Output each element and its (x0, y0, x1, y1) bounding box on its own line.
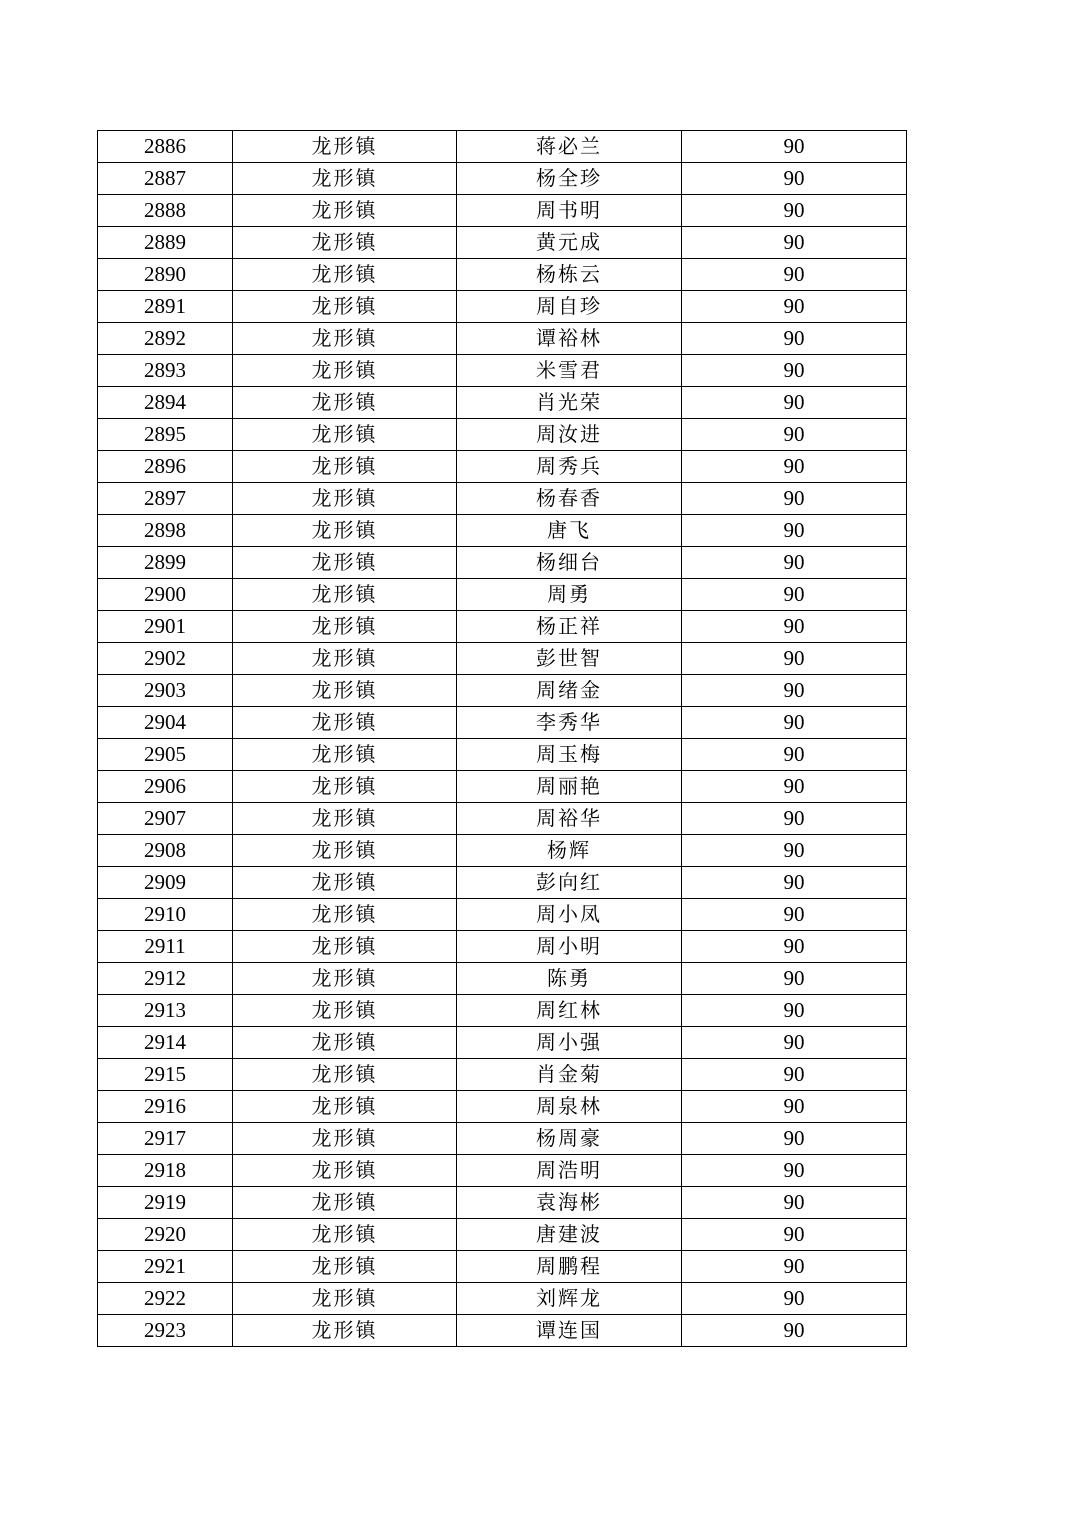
table-row (98, 547, 907, 579)
person-name-cell: 黄元成 (457, 227, 682, 259)
table-row (98, 291, 907, 323)
row-number-cell: 2920 (98, 1219, 233, 1251)
town-cell: 龙形镇 (233, 931, 457, 963)
town-cell: 龙形镇 (233, 771, 457, 803)
person-name-cell: 彭世智 (457, 643, 682, 675)
table-row (98, 1283, 907, 1315)
value-cell: 90 (682, 259, 907, 291)
person-name-cell: 周小强 (457, 1027, 682, 1059)
town-cell: 龙形镇 (233, 1315, 457, 1347)
value-cell: 90 (682, 323, 907, 355)
town-cell: 龙形镇 (233, 419, 457, 451)
row-number-cell: 2892 (98, 323, 233, 355)
person-name-cell: 周泉林 (457, 1091, 682, 1123)
row-number-cell: 2896 (98, 451, 233, 483)
table-row (98, 1187, 907, 1219)
value-cell: 90 (682, 963, 907, 995)
person-name-cell: 周鹏程 (457, 1251, 682, 1283)
table-row (98, 355, 907, 387)
table-row (98, 1315, 907, 1347)
table-row (98, 963, 907, 995)
row-number-cell: 2906 (98, 771, 233, 803)
town-cell: 龙形镇 (233, 259, 457, 291)
person-name-cell: 蒋必兰 (457, 131, 682, 163)
value-cell: 90 (682, 931, 907, 963)
person-name-cell: 杨正祥 (457, 611, 682, 643)
table-row (98, 163, 907, 195)
person-name-cell: 周小明 (457, 931, 682, 963)
value-cell: 90 (682, 1155, 907, 1187)
data-table (97, 130, 907, 1347)
town-cell: 龙形镇 (233, 387, 457, 419)
value-cell: 90 (682, 1187, 907, 1219)
person-name-cell: 彭向红 (457, 867, 682, 899)
value-cell: 90 (682, 739, 907, 771)
row-number-cell: 2889 (98, 227, 233, 259)
value-cell: 90 (682, 643, 907, 675)
person-name-cell: 米雪君 (457, 355, 682, 387)
row-number-cell: 2911 (98, 931, 233, 963)
row-number-cell: 2923 (98, 1315, 233, 1347)
table-row (98, 1091, 907, 1123)
row-number-cell: 2918 (98, 1155, 233, 1187)
row-number-cell: 2904 (98, 707, 233, 739)
value-cell: 90 (682, 611, 907, 643)
town-cell: 龙形镇 (233, 1251, 457, 1283)
row-number-cell: 2899 (98, 547, 233, 579)
document-sheet (97, 130, 907, 1347)
row-number-cell: 2909 (98, 867, 233, 899)
table-row (98, 867, 907, 899)
row-number-cell: 2912 (98, 963, 233, 995)
person-name-cell: 周小凤 (457, 899, 682, 931)
town-cell: 龙形镇 (233, 1219, 457, 1251)
person-name-cell: 谭裕林 (457, 323, 682, 355)
value-cell: 90 (682, 163, 907, 195)
row-number-cell: 2902 (98, 643, 233, 675)
table-row (98, 643, 907, 675)
person-name-cell: 周红林 (457, 995, 682, 1027)
table-row (98, 611, 907, 643)
value-cell: 90 (682, 1123, 907, 1155)
town-cell: 龙形镇 (233, 899, 457, 931)
person-name-cell: 杨辉 (457, 835, 682, 867)
town-cell: 龙形镇 (233, 1187, 457, 1219)
value-cell: 90 (682, 835, 907, 867)
town-cell: 龙形镇 (233, 451, 457, 483)
row-number-cell: 2900 (98, 579, 233, 611)
value-cell: 90 (682, 195, 907, 227)
row-number-cell: 2913 (98, 995, 233, 1027)
town-cell: 龙形镇 (233, 355, 457, 387)
table-row (98, 323, 907, 355)
town-cell: 龙形镇 (233, 1059, 457, 1091)
table-row (98, 451, 907, 483)
table-row (98, 835, 907, 867)
person-name-cell: 周绪金 (457, 675, 682, 707)
town-cell: 龙形镇 (233, 579, 457, 611)
value-cell: 90 (682, 227, 907, 259)
table-row (98, 419, 907, 451)
town-cell: 龙形镇 (233, 1155, 457, 1187)
table-row (98, 1059, 907, 1091)
town-cell: 龙形镇 (233, 515, 457, 547)
table-row (98, 1155, 907, 1187)
person-name-cell: 杨细台 (457, 547, 682, 579)
table-row (98, 1219, 907, 1251)
value-cell: 90 (682, 547, 907, 579)
town-cell: 龙形镇 (233, 675, 457, 707)
town-cell: 龙形镇 (233, 291, 457, 323)
row-number-cell: 2917 (98, 1123, 233, 1155)
row-number-cell: 2915 (98, 1059, 233, 1091)
table-row (98, 707, 907, 739)
table-row (98, 579, 907, 611)
town-cell: 龙形镇 (233, 611, 457, 643)
person-name-cell: 唐飞 (457, 515, 682, 547)
person-name-cell: 袁海彬 (457, 1187, 682, 1219)
table-row (98, 195, 907, 227)
value-cell: 90 (682, 1059, 907, 1091)
value-cell: 90 (682, 387, 907, 419)
table-row (98, 387, 907, 419)
value-cell: 90 (682, 515, 907, 547)
person-name-cell: 谭连国 (457, 1315, 682, 1347)
row-number-cell: 2886 (98, 131, 233, 163)
town-cell: 龙形镇 (233, 867, 457, 899)
value-cell: 90 (682, 483, 907, 515)
row-number-cell: 2898 (98, 515, 233, 547)
town-cell: 龙形镇 (233, 1123, 457, 1155)
town-cell: 龙形镇 (233, 195, 457, 227)
table-row (98, 515, 907, 547)
row-number-cell: 2887 (98, 163, 233, 195)
value-cell: 90 (682, 579, 907, 611)
value-cell: 90 (682, 1091, 907, 1123)
row-number-cell: 2919 (98, 1187, 233, 1219)
town-cell: 龙形镇 (233, 643, 457, 675)
row-number-cell: 2888 (98, 195, 233, 227)
row-number-cell: 2910 (98, 899, 233, 931)
row-number-cell: 2922 (98, 1283, 233, 1315)
town-cell: 龙形镇 (233, 483, 457, 515)
table-row (98, 739, 907, 771)
row-number-cell: 2893 (98, 355, 233, 387)
person-name-cell: 刘辉龙 (457, 1283, 682, 1315)
table-row (98, 931, 907, 963)
row-number-cell: 2890 (98, 259, 233, 291)
value-cell: 90 (682, 451, 907, 483)
person-name-cell: 周汝进 (457, 419, 682, 451)
value-cell: 90 (682, 867, 907, 899)
person-name-cell: 周丽艳 (457, 771, 682, 803)
person-name-cell: 周书明 (457, 195, 682, 227)
table-row (98, 1123, 907, 1155)
value-cell: 90 (682, 995, 907, 1027)
table-row (98, 483, 907, 515)
person-name-cell: 陈勇 (457, 963, 682, 995)
table-row (98, 899, 907, 931)
town-cell: 龙形镇 (233, 1091, 457, 1123)
value-cell: 90 (682, 1315, 907, 1347)
person-name-cell: 肖光荣 (457, 387, 682, 419)
value-cell: 90 (682, 899, 907, 931)
table-row (98, 675, 907, 707)
town-cell: 龙形镇 (233, 547, 457, 579)
row-number-cell: 2897 (98, 483, 233, 515)
value-cell: 90 (682, 675, 907, 707)
row-number-cell: 2914 (98, 1027, 233, 1059)
town-cell: 龙形镇 (233, 739, 457, 771)
town-cell: 龙形镇 (233, 995, 457, 1027)
value-cell: 90 (682, 1283, 907, 1315)
row-number-cell: 2895 (98, 419, 233, 451)
town-cell: 龙形镇 (233, 163, 457, 195)
value-cell: 90 (682, 291, 907, 323)
table-row (98, 259, 907, 291)
table-row (98, 995, 907, 1027)
value-cell: 90 (682, 131, 907, 163)
town-cell: 龙形镇 (233, 1283, 457, 1315)
value-cell: 90 (682, 355, 907, 387)
row-number-cell: 2908 (98, 835, 233, 867)
person-name-cell: 周秀兵 (457, 451, 682, 483)
table-row (98, 1251, 907, 1283)
person-name-cell: 周自珍 (457, 291, 682, 323)
value-cell: 90 (682, 1027, 907, 1059)
value-cell: 90 (682, 1219, 907, 1251)
row-number-cell: 2921 (98, 1251, 233, 1283)
town-cell: 龙形镇 (233, 803, 457, 835)
person-name-cell: 唐建波 (457, 1219, 682, 1251)
person-name-cell: 周裕华 (457, 803, 682, 835)
person-name-cell: 肖金菊 (457, 1059, 682, 1091)
table-body (98, 131, 907, 1347)
person-name-cell: 周勇 (457, 579, 682, 611)
table-row (98, 227, 907, 259)
person-name-cell: 杨春香 (457, 483, 682, 515)
town-cell: 龙形镇 (233, 323, 457, 355)
row-number-cell: 2891 (98, 291, 233, 323)
table-row (98, 803, 907, 835)
row-number-cell: 2903 (98, 675, 233, 707)
value-cell: 90 (682, 803, 907, 835)
value-cell: 90 (682, 1251, 907, 1283)
town-cell: 龙形镇 (233, 131, 457, 163)
row-number-cell: 2905 (98, 739, 233, 771)
table-row (98, 1027, 907, 1059)
person-name-cell: 杨周豪 (457, 1123, 682, 1155)
row-number-cell: 2901 (98, 611, 233, 643)
row-number-cell: 2916 (98, 1091, 233, 1123)
person-name-cell: 杨全珍 (457, 163, 682, 195)
row-number-cell: 2907 (98, 803, 233, 835)
town-cell: 龙形镇 (233, 1027, 457, 1059)
person-name-cell: 周浩明 (457, 1155, 682, 1187)
value-cell: 90 (682, 419, 907, 451)
row-number-cell: 2894 (98, 387, 233, 419)
town-cell: 龙形镇 (233, 707, 457, 739)
town-cell: 龙形镇 (233, 963, 457, 995)
table-row (98, 131, 907, 163)
town-cell: 龙形镇 (233, 835, 457, 867)
person-name-cell: 李秀华 (457, 707, 682, 739)
table-row (98, 771, 907, 803)
person-name-cell: 杨栋云 (457, 259, 682, 291)
person-name-cell: 周玉梅 (457, 739, 682, 771)
value-cell: 90 (682, 707, 907, 739)
town-cell: 龙形镇 (233, 227, 457, 259)
value-cell: 90 (682, 771, 907, 803)
